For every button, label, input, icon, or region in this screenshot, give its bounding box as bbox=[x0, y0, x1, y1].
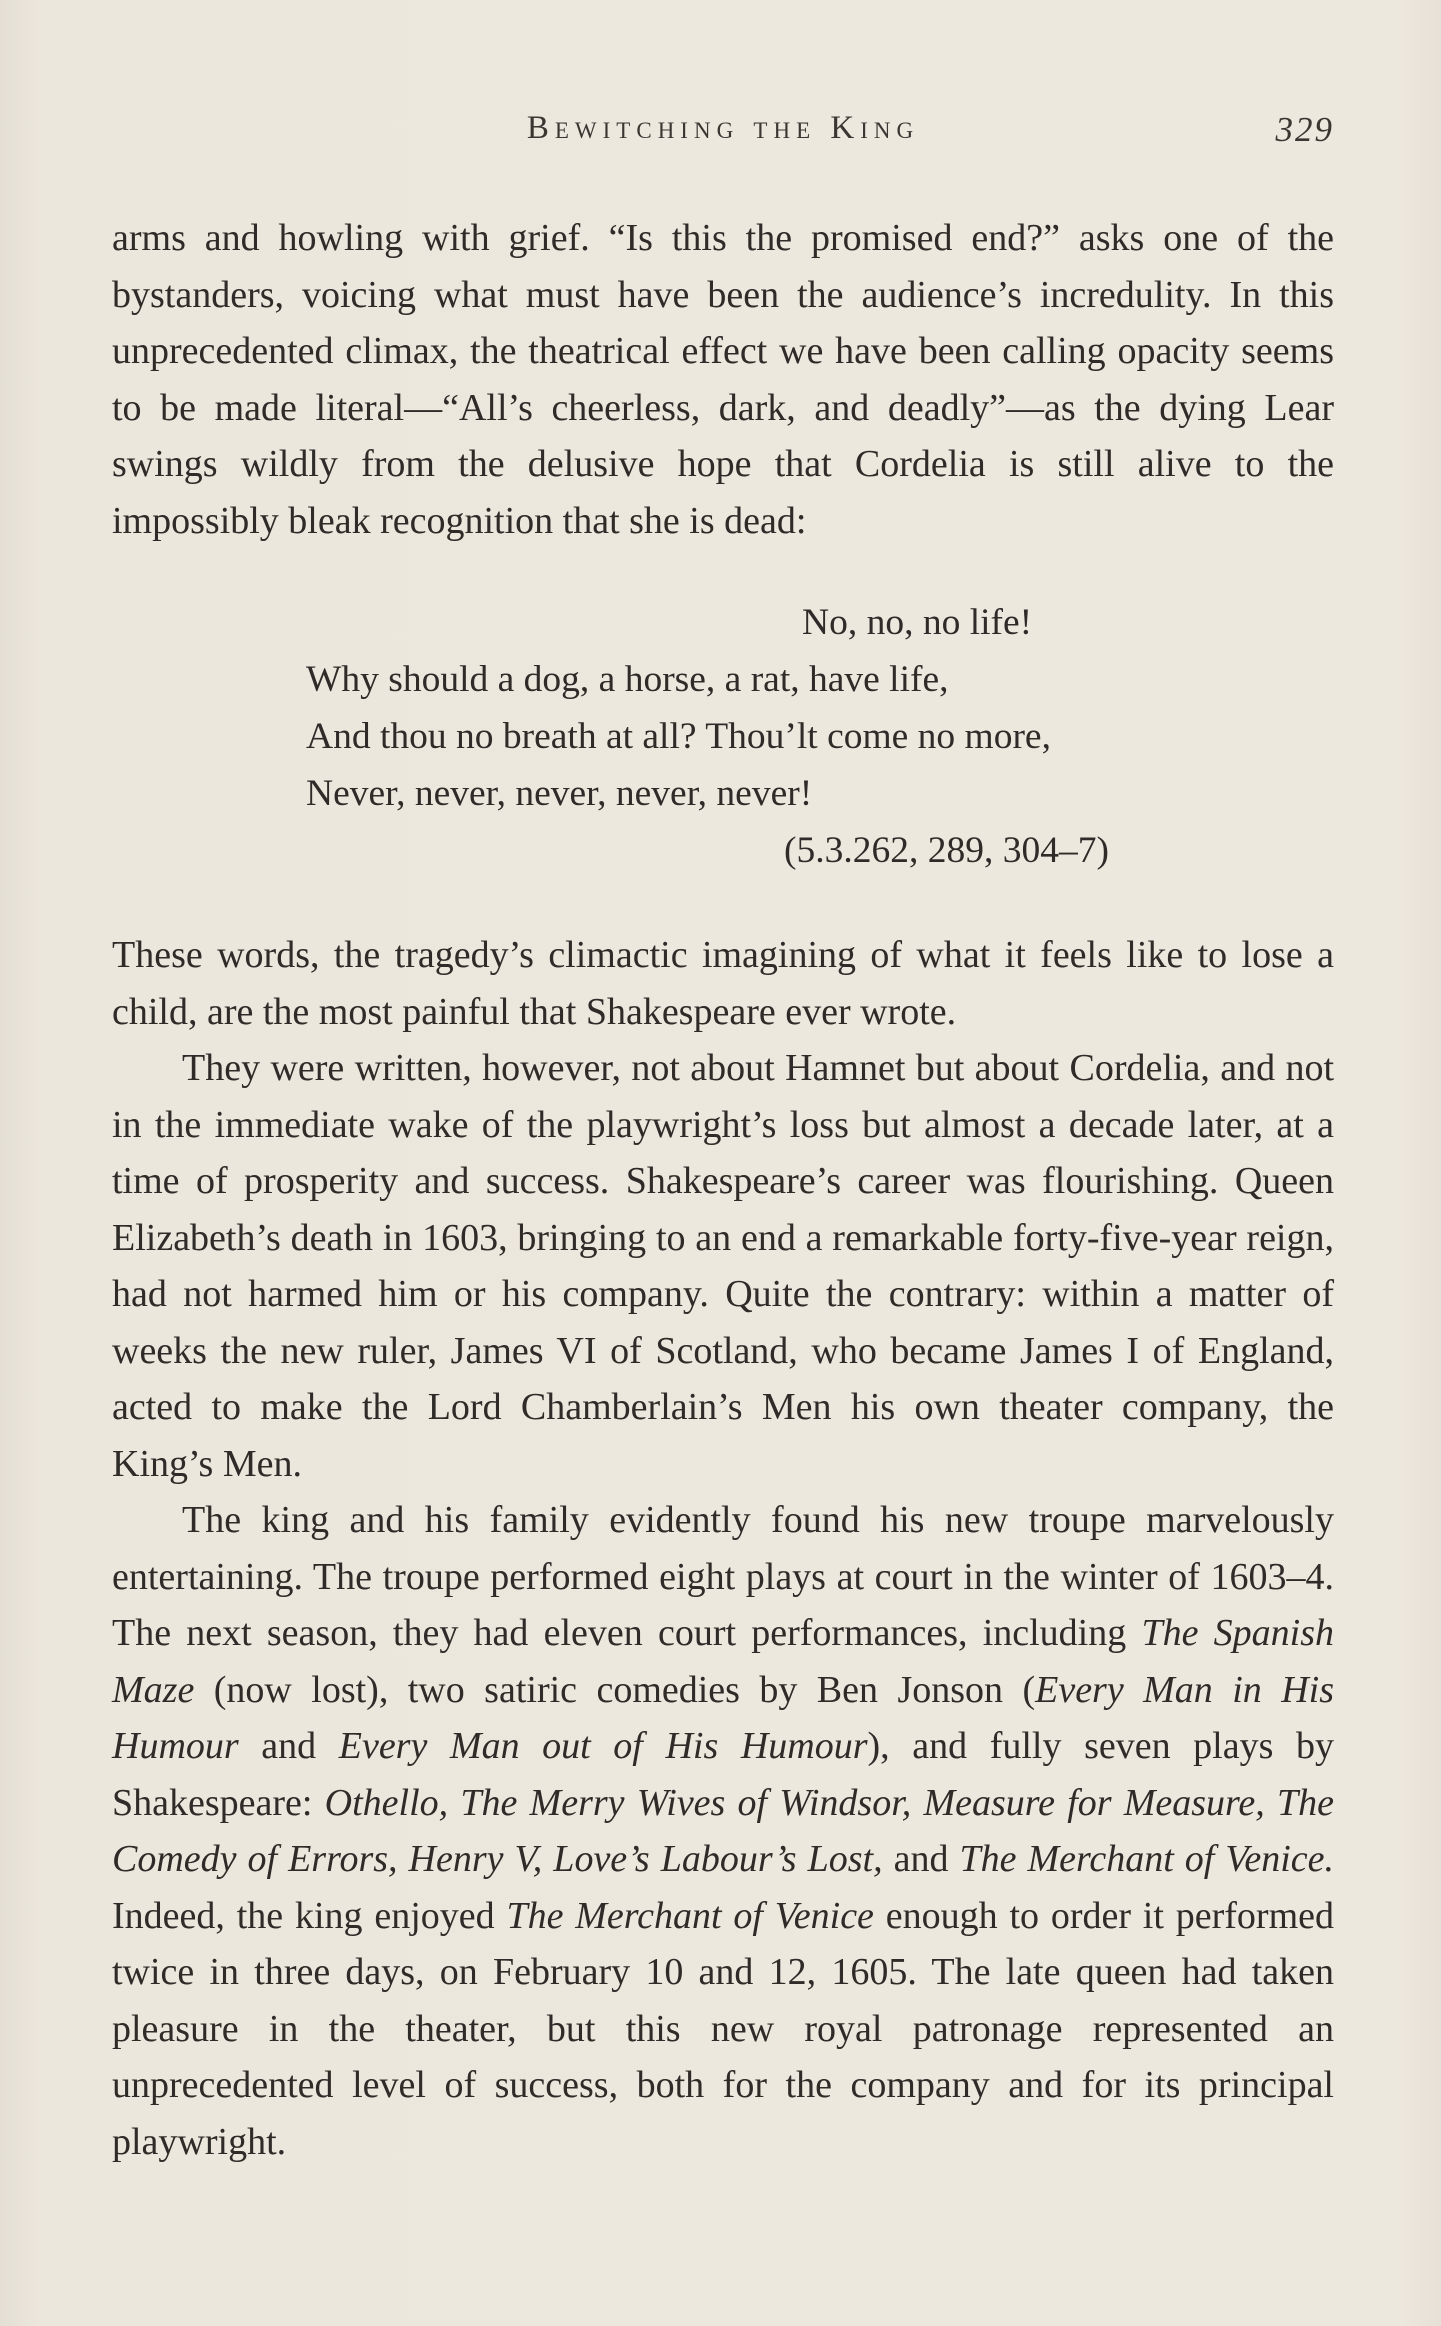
verse-line: And thou no breath at all? Thou’lt come no more, bbox=[306, 716, 1051, 757]
text-run: ), and fully seven plays by Shakespeare: bbox=[112, 1725, 1334, 1824]
verse-line: Why should a dog, a horse, a rat, have life, bbox=[306, 659, 949, 700]
body-text bbox=[112, 210, 1334, 2170]
text-run: enough to order it performed twice in three days, on February 10 and 12, 1605. The late queen had taken pleasure in the theater, but this new royal patronage represented an unprecedented level of success, both for the company and for its principal playwright. bbox=[112, 1894, 1334, 2163]
verse-line: No, no, no life! bbox=[802, 602, 1033, 643]
text-run: and bbox=[238, 1725, 339, 1767]
work-title: The Spanish Maze bbox=[112, 1612, 1334, 1711]
work-title: Othello, The Merry Wives of Windsor, Measure for Measure, The Comedy of Errors, Henry V, Love’s Labour’s Lost, bbox=[112, 1781, 1334, 1880]
text-run: The king and his family evidently found his new troupe marvelously entertaining. The troupe performed eight plays at court in the winter of 1603–4. The next season, they had eleven court performances, including bbox=[112, 1499, 1334, 1654]
paragraph bbox=[112, 1492, 1334, 2170]
text-run: (now lost), two satiric comedies by Ben Jonson ( bbox=[194, 1668, 1036, 1711]
text-run: and bbox=[882, 1838, 960, 1880]
paragraph: They were written, however, not about Hamnet but about Cordelia, and not in the immediate wake of the playwright’s loss but almost a decade later, at a time of prosperity and success. Shakespeare’s career was flourishing. Queen Elizabeth’s death in 1603, bringing to an end a remarkable forty-five-year reign, had not harmed him or his company. Quite the contrary: within a matter of weeks the new ruler, James VI of Scotland, who became James I of England, acted to make the Lord Chamberlain’s Men his own theater company, the King’s Men. bbox=[112, 1047, 1334, 1485]
quote-citation: (5.3.262, 289, 304–7) bbox=[784, 830, 1109, 871]
work-title: Every Man out of His Humour bbox=[338, 1725, 868, 1767]
paragraph-continued: arms and howling with grief. “Is this the promised end?” asks one of the bystanders, voicing what must have been the audience’s incredulity. In this unprecedented climax, the theatrical effect we have been calling opacity seems to be made literal—“All’s cheerless, dark, and deadly”—as the dying Lear swings wildly from the delusive hope that Cordelia is still alive to the impossibly bleak recognition that she is dead: bbox=[112, 217, 1334, 542]
page-number: 329 bbox=[1275, 110, 1334, 149]
paragraph: These words, the tragedy’s climactic imagining of what it feels like to lose a child, are the most painful that Shakespeare ever wrote. bbox=[112, 934, 1334, 1033]
running-head bbox=[112, 110, 1334, 160]
verse-line: Never, never, never, never, never! bbox=[306, 773, 813, 814]
work-title: The Merchant of Venice bbox=[506, 1894, 874, 1937]
work-title: Every Man in His Humour bbox=[112, 1668, 1334, 1767]
running-title: Bewitching the King bbox=[526, 110, 920, 146]
block-quote bbox=[112, 594, 1334, 879]
text-run: Indeed, the king enjoyed bbox=[112, 1894, 507, 1937]
work-title: The Merchant of Venice. bbox=[959, 1838, 1334, 1880]
